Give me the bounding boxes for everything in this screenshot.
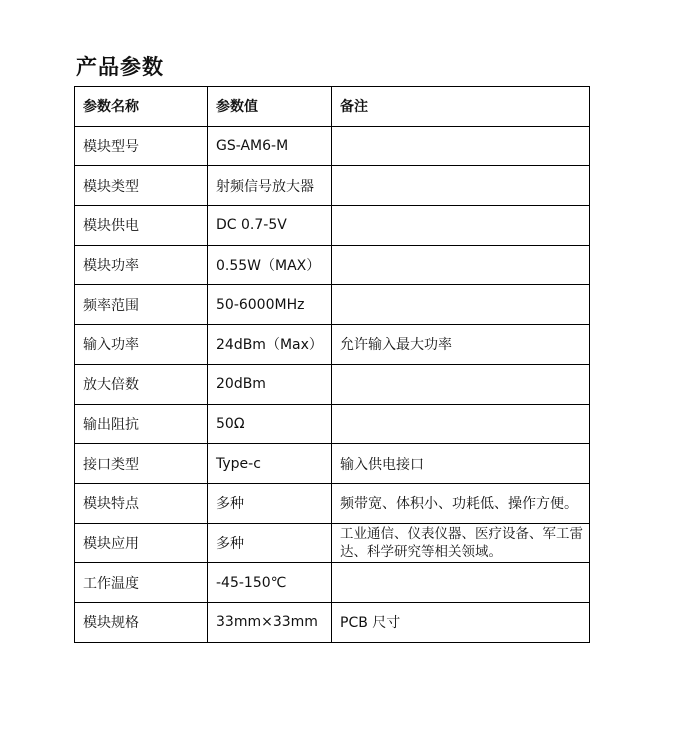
table-row — [75, 563, 590, 603]
table-row — [75, 602, 590, 642]
remark-cell: 允许输入最大功率 — [332, 325, 590, 365]
param-name-cell: 接口类型 — [75, 444, 208, 484]
param-value-cell: 0.55W（MAX） — [208, 245, 332, 285]
header-remark: 备注 — [332, 87, 590, 127]
param-value-cell: 33mm×33mm — [208, 602, 332, 642]
page-title: 产品参数 — [76, 55, 164, 79]
remark-cell — [332, 245, 590, 285]
remark-cell: 输入供电接口 — [332, 444, 590, 484]
table-header-row — [75, 87, 590, 127]
param-value-cell: Type-c — [208, 444, 332, 484]
param-value-cell: GS-AM6-M — [208, 126, 332, 166]
remark-cell — [332, 285, 590, 325]
param-value-cell: 射频信号放大器 — [208, 166, 332, 206]
remark-cell: 工业通信、仪表仪器、医疗设备、军工雷达、科学研究等相关领域。 — [332, 523, 590, 563]
param-name-cell: 模块类型 — [75, 166, 208, 206]
param-name-cell: 模块规格 — [75, 602, 208, 642]
param-name-cell: 模块特点 — [75, 483, 208, 523]
table-row — [75, 523, 590, 563]
param-value-cell: -45-150℃ — [208, 563, 332, 603]
table-row — [75, 126, 590, 166]
param-name-cell: 模块供电 — [75, 206, 208, 246]
param-name-cell: 模块功率 — [75, 245, 208, 285]
param-name-cell: 模块型号 — [75, 126, 208, 166]
table-row — [75, 483, 590, 523]
param-name-cell: 模块应用 — [75, 523, 208, 563]
param-value-cell: 多种 — [208, 523, 332, 563]
param-name-cell: 输入功率 — [75, 325, 208, 365]
table-row — [75, 245, 590, 285]
header-param-name: 参数名称 — [75, 87, 208, 127]
table-row — [75, 285, 590, 325]
param-value-cell: 50-6000MHz — [208, 285, 332, 325]
param-value-cell: 24dBm（Max） — [208, 325, 332, 365]
remark-cell — [332, 126, 590, 166]
table-row — [75, 444, 590, 484]
table-row — [75, 325, 590, 365]
header-param-value: 参数值 — [208, 87, 332, 127]
param-value-cell: DC 0.7-5V — [208, 206, 332, 246]
param-name-cell: 频率范围 — [75, 285, 208, 325]
param-value-cell: 多种 — [208, 483, 332, 523]
param-value-cell: 50Ω — [208, 404, 332, 444]
table-row — [75, 206, 590, 246]
remark-cell — [332, 563, 590, 603]
remark-cell — [332, 404, 590, 444]
remark-cell — [332, 364, 590, 404]
table-row — [75, 166, 590, 206]
remark-cell: PCB 尺寸 — [332, 602, 590, 642]
table-row — [75, 364, 590, 404]
param-value-cell: 20dBm — [208, 364, 332, 404]
remark-cell: 频带宽、体积小、功耗低、操作方便。 — [332, 483, 590, 523]
remark-cell — [332, 206, 590, 246]
param-name-cell: 输出阻抗 — [75, 404, 208, 444]
table-row — [75, 404, 590, 444]
parameter-table — [74, 86, 590, 643]
param-name-cell: 工作温度 — [75, 563, 208, 603]
param-name-cell: 放大倍数 — [75, 364, 208, 404]
remark-cell — [332, 166, 590, 206]
